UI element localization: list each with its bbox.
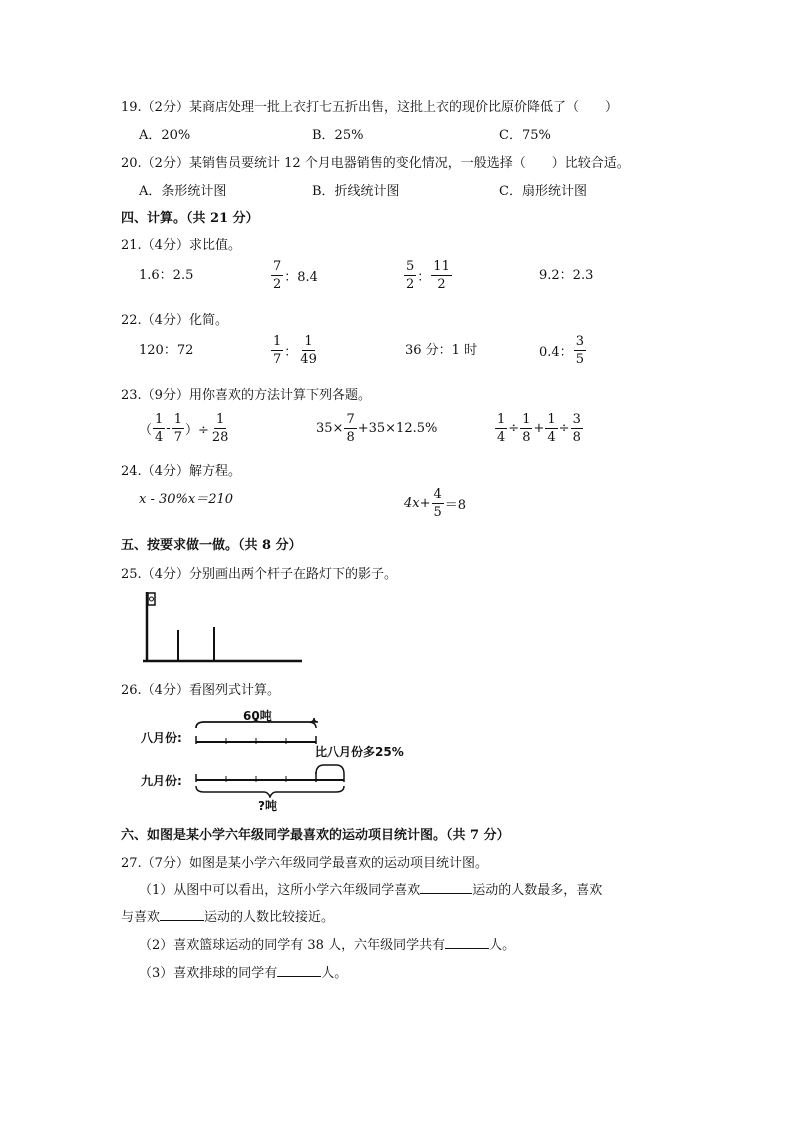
question-20-option-b[interactable]: B．折线统计图 [312,184,400,199]
ratio-item-a: 1.6：2.5 [139,268,194,283]
simplify-item-d: 0.4： $\frac{3}{5}$ [539,334,584,367]
top-brace [196,718,316,728]
answer-blank[interactable] [420,881,472,894]
question-19-text: 19.（2分）某商店处理一批上衣打七五折出售，这批上衣的现价比原价降低了（ ） [121,100,618,115]
fraction: $\frac{1}{7}$ [273,334,282,367]
increase-brace [316,765,344,774]
fraction: $\frac{1}{7}$ [173,412,182,445]
simplify-item-a: 120：72 [139,343,194,358]
section-4-heading: 四、计算。（共 21 分） [121,211,259,226]
fraction: $\frac{1}{4}$ [497,412,506,445]
streetlight-diagram [138,590,306,666]
top-quantity-label: 60吨 [243,709,272,723]
answer-blank[interactable] [160,908,204,921]
section-5-heading: 五、按要求做一做。（共 8 分） [121,538,302,553]
ratio-item-d: 9.2：2.3 [539,268,594,283]
question-19-option-a[interactable]: A．20% [139,128,191,143]
fraction: $\frac{4}{5}$ [433,487,442,520]
ratio-item-c: $\frac{5}{2}$ ： $\frac{11}{2}$ [406,259,450,292]
answer-blank[interactable] [277,964,321,977]
question-20-text: 20.（2分）某销售员要统计 12 个月电器销售的变化情况，一般选择（ ）比较合适。 [121,156,630,171]
question-20-option-c[interactable]: C．扇形统计图 [499,184,587,199]
fraction: $\frac{1}{4}$ [155,412,164,445]
question-27-part-3: （3）喜欢排球的同学有 人。 [139,966,348,981]
bottom-brace [196,786,344,797]
question-27-part-2: （2）喜欢篮球运动的同学有 38 人，六年级同学共有 人。 [139,938,516,953]
question-19-option-b[interactable]: B．25% [312,128,364,143]
fraction: $\frac{11}{2}$ [433,259,450,292]
calc-expression-2: 35× $\frac{7}{8}$ +35×12.5% [316,412,438,445]
question-27-part-1-line-2: 与喜欢 运动的人数比较接近。 [121,910,335,925]
equation-2: 4x+ $\frac{4}{5}$ ＝8 [404,487,467,520]
question-21-text: 21.（4分）求比值。 [121,238,241,253]
question-25-text: 25.（4分）分别画出两个杆子在路灯下的影子。 [121,567,397,582]
question-26-text: 26.（4分）看图列式计算。 [121,683,280,698]
question-27-text: 27.（7分）如图是某小学六年级同学最喜欢的运动项目统计图。 [121,856,488,871]
question-24-text: 24.（4分）解方程。 [121,464,241,479]
question-19-option-c[interactable]: C．75% [499,128,551,143]
section-6-heading: 六、如图是某小学六年级同学最喜欢的运动项目统计图。（共 7 分） [121,828,510,843]
fraction: $\frac{3}{5}$ [575,334,584,367]
simplify-item-c: 36 分：1 时 [405,343,478,358]
question-20-option-a[interactable]: A．条形统计图 [139,184,227,199]
calc-expression-1: （ $\frac{1}{4}$ - $\frac{1}{7}$ ）÷ $\frac{1}{28}$ [139,412,229,445]
segment-bar-diagram [190,718,350,798]
fraction: $\frac{1}{28}$ [211,412,229,445]
increase-label: 比八月份多25% [315,745,404,759]
fraction: $\frac{7}{2}$ [273,259,282,292]
september-label: 九月份: [141,774,182,788]
fraction: $\frac{7}{8}$ [346,412,355,445]
answer-blank[interactable] [445,936,489,949]
fraction: $\frac{5}{2}$ [406,259,415,292]
bulb-icon [150,597,154,601]
fraction: $\frac{1}{49}$ [300,334,317,367]
simplify-item-b: $\frac{1}{7}$ ： $\frac{1}{49}$ [273,334,317,367]
fraction: $\frac{3}{8}$ [572,412,581,445]
august-label: 八月份: [141,731,182,745]
question-23-text: 23.（9分）用你喜欢的方法计算下列各题。 [121,388,371,403]
ratio-item-b: $\frac{7}{2}$ ：8.4 [273,259,318,292]
equation-1: x - 30%x＝210 [139,492,234,507]
calc-expression-3: $\frac{1}{4}$ ÷ $\frac{1}{8}$ + $\frac{1}{4}$ ÷ $\frac{3}{8}$ [497,412,581,445]
fraction: $\frac{1}{8}$ [522,412,531,445]
fraction: $\frac{1}{4}$ [547,412,556,445]
bottom-quantity-label: ?吨 [258,799,277,813]
question-27-part-1-line-1: （1）从图中可以看出，这所小学六年级同学喜欢 运动的人数最多，喜欢 [139,883,603,898]
question-22-text: 22.（4分）化简。 [121,313,228,328]
